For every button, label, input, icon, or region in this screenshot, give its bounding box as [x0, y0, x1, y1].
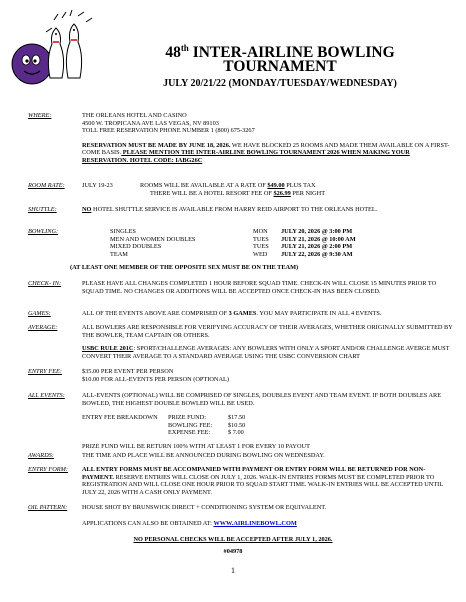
website-link[interactable]: WWW.AIRLINEBOWL.COM	[213, 520, 297, 527]
tournament-dates: JULY 20/21/22 (MONDAY/TUESDAY/WEDNESDAY)	[163, 78, 397, 89]
page-title: 48th INTER-AIRLINE BOWLING	[165, 43, 395, 62]
no-checks-notice: NO PERSONAL CHECKS WILL BE ACCEPTED AFTER JULY 1, 2026.	[133, 536, 333, 543]
checkin-label: CHECK- IN:	[28, 280, 62, 287]
room-rate-label: ROOM RATE:	[28, 182, 65, 189]
applications-line: APPLICATIONS CAN ALSO BE OBTAINED AT: WWW.AIRLINEBOWL.COM	[82, 520, 297, 527]
event-row: TEAM WED JULY 22, 2026 @ 9:30 AM	[110, 250, 353, 258]
bowling-label: BOWLING:	[28, 228, 59, 235]
average-label: AVERAGE:	[28, 324, 58, 331]
all-events-section: ALL-EVENTS (OPTIONAL) WILL BE COMPRISED OF SINGLES, DOUBLES EVENT AND TEAM EVENT. IF BOTH DOUBLES ARE BOWLED, THE HIGHEST DOUBLE BOWLED WILL BE USED. ENTRY FEE BREAKDOWN PRIZE FUND: $17.50 BOWLING FEE: $10.50 EXPENSE FEE: $ 7.00 PRIZE FUND WILL BE RETURN 100% WITH AT LEAST 1 FOR EVERY 10 PAYOUT	[82, 392, 442, 450]
bowling-mascot-logo	[6, 8, 106, 88]
awards-text: THE TIME AND PLACE WILL BE ANNOUNCED DURING BOWLING ON WEDNESDAY.	[82, 452, 325, 459]
checkin-text: PLEASE HAVE ALL CHANGES COMPLETED 1 HOUR BEFORE SQUAD TIME. CHECK-IN WILL CLOSE 15 MINUTES PRIOR TO SQUAD TIME. NO CHANGES OR ADDITIONS WILL BE ACCEPTED ONCE CHECK-IN HAS BEEN CLOSED.	[82, 280, 437, 295]
where-section	[82, 112, 454, 165]
bowling-schedule	[110, 228, 450, 258]
event-row: MEN AND WOMEN DOUBLES TUES JULY 21, 2026 @ 10:00 AM	[110, 235, 356, 243]
entry-fee-label: ENTRY FEE:	[28, 368, 62, 375]
room-rate-dates: JULY 19-23	[82, 182, 113, 189]
event-row: SINGLES MON JULY 20, 2026 @ 3:00 PM	[110, 228, 353, 235]
shuttle-text: NO HOTEL SHUTTLE SERVICE IS AVAILABLE FROM HARRY REID AIRPORT TO THE ORLEANS HOTEL.	[82, 206, 378, 213]
where-label: WHERE:	[28, 112, 52, 119]
event-row: MIXED DOUBLES TUES JULY 21, 2026 @ 2:00 PM	[110, 243, 353, 251]
games-label: GAMES:	[28, 310, 51, 317]
shuttle-label: SHUTTLE:	[28, 206, 57, 213]
entry-fee-section: $35.00 PER EVENT PER PERSON $10.00 FOR ALL-EVENTS PER PERSON (OPTIONAL)	[82, 368, 229, 383]
reservation-note: RESERVATION MUST BE MADE BY JUNE 18, 2026. WE HAVE BLOCKED 25 ROOMS AND MADE THEM AVAILABLE ON A FIRST-COME BASIS. PLEASE MENTION THE INTER-AIRLINE BOWLING TOURNAMENT 2026 WHEN MAKING YOUR RESERVATION. HOTEL CODE: IABG26C	[82, 141, 450, 164]
room-rate-section: ROOMS WILL BE AVAILABLE AT A RATE OF $49.00 PLUS TAX THERE WILL BE A HOTEL RESORT FEE OF $26.99 PER NIGHT	[140, 182, 326, 197]
entry-form-text: ALL ENTRY FORMS MUST BE ACCOMPANIED WITH PAYMENT OR ENTRY FORM WILL BE RETURNED FOR NON-PAYMENT. RESERVE ENTRIES WILL CLOSE ON JULY 1, 2026. WALK-IN ENTRIES FORMS MUST BE COMPLETED PRIOR TO REGISTRATION AND WILL CLOSE ONE HOUR PRIOR TO SQUAD START TIME. WALK-IN ENTRIES WILL BE ACCEPTED UNTIL JULY 22, 2026 WITH A CASH ONLY PAYMENT.	[82, 466, 443, 496]
page-title-line2: TOURNAMENT	[223, 58, 337, 75]
all-events-label: ALL EVENTS:	[28, 392, 65, 399]
form-code: #04978	[223, 548, 243, 555]
awards-label: AWARDS:	[28, 452, 54, 459]
games-text: ALL OF THE EVENTS ABOVE ARE COMPRISED OF 3 GAMES. YOU MAY PARTICIPATE IN ALL 4 EVENTS.	[82, 310, 382, 317]
entry-form-label: ENTRY FORM:	[28, 466, 68, 473]
hotel-address: 4500 W. TROPICANA AVE LAS VEGAS, NV 89103	[82, 119, 219, 127]
page-number: 1	[231, 566, 235, 575]
average-section: ALL BOWLERS ARE RESPONSIBLE FOR VERIFYING ACCURACY OF THEIR AVERAGES, WHETHER ORIGINALLY SUBMITTED BY THE BOWLER, TEAM CAPTAIN OR OTHERS. USBC RULE 201C: SPORT/CHALLENGE AVERAGES: ANY BOWLERS WITH ONLY A SPORT AND/OR CHALLENGE AVERGE MUST CONVERT THEIR AVERAGE TO A STANDARD AVERAGE USING THE USBC CONVERSION CHART	[82, 324, 453, 360]
hotel-phone: TOLL FREE RESERVATION PHONE NUMBER 1 (800) 675-3267	[82, 127, 255, 135]
team-note: (AT LEAST ONE MEMBER OF THE OPPOSITE SEX MUST BE ON THE TEAM)	[70, 264, 299, 271]
hotel-name: THE ORLEANS HOTEL AND CASINO	[82, 112, 187, 119]
oil-pattern-label: OIL PATTERN:	[28, 504, 68, 511]
oil-pattern-text: HOUSE SHOT BY BRUNSWICK DIRECT + CONDITIONING SYSTEM OR EQUIVALENT.	[82, 504, 327, 511]
